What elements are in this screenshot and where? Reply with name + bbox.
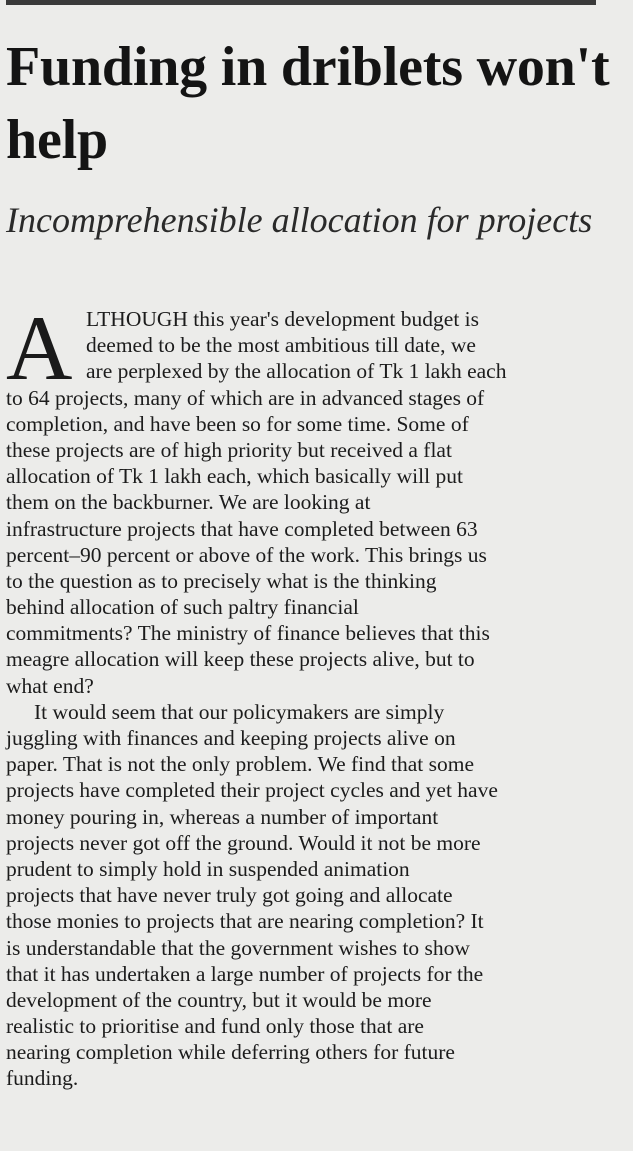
subheadline: Incomprehensible allocation for projects	[6, 200, 593, 240]
text-line: money pouring in, whereas a number of important	[6, 804, 439, 829]
drop-cap: A	[6, 297, 73, 399]
text-line: percent–90 percent or above of the work. This brings us	[6, 542, 487, 567]
text-line: that it has undertaken a large number of projects for the	[6, 961, 484, 986]
text-line: them on the backburner. We are looking at	[6, 490, 371, 515]
text-line: is understandable that the government wishes to show	[6, 935, 470, 960]
article-body	[6, 297, 594, 1092]
text-line: projects have completed their project cycles and yet have	[6, 778, 498, 803]
text-line: meagre allocation will keep these projects alive, but to	[6, 647, 475, 672]
text-line: allocation of Tk 1 lakh each, which basically will put	[6, 464, 463, 489]
text-line: are perplexed by the allocation of Tk 1 lakh each	[86, 359, 507, 384]
text-line: completion, and have been so for some time. Some of	[6, 411, 469, 436]
text-line: juggling with finances and keeping projects alive on	[6, 726, 456, 750]
text-line: commitments? The ministry of finance believes that this	[6, 621, 490, 646]
text-line: nearing completion while deferring others for future	[6, 1040, 455, 1065]
text-line: paper. That is not the only problem. We find that some	[6, 752, 475, 777]
text-line: these projects are of high priority but received a flat	[6, 437, 452, 462]
text-line: infrastructure projects that have completed between 63	[6, 516, 478, 541]
text-line: what end?	[6, 673, 94, 698]
text-line: realistic to prioritise and fund only those that are	[6, 1014, 424, 1039]
text-line: deemed to be the most ambitious till date, we	[86, 333, 476, 358]
text-line: It would seem that our policymakers are simply	[34, 699, 445, 724]
text-line: projects that have never truly got going and allocate	[6, 883, 453, 908]
text-line: behind allocation of such paltry financial	[6, 595, 359, 620]
text-line: to 64 projects, many of which are in advanced stages of	[6, 385, 485, 410]
text-line: funding.	[6, 1066, 79, 1091]
text-line: projects never got off the ground. Would it not be more	[6, 830, 481, 855]
top-rule	[6, 0, 596, 5]
paragraph-1	[6, 297, 594, 699]
text-line: to the question as to precisely what is the thinking	[6, 568, 437, 593]
paragraph-2	[6, 699, 594, 1092]
text-line: LTHOUGH this year's development budget is	[86, 307, 480, 331]
text-line: those monies to projects that are nearing completion? It	[6, 909, 484, 934]
text-line: development of the country, but it would be more	[6, 987, 432, 1012]
text-line: prudent to simply hold in suspended animation	[6, 856, 410, 881]
headline: Funding in driblets won't help	[6, 36, 610, 171]
